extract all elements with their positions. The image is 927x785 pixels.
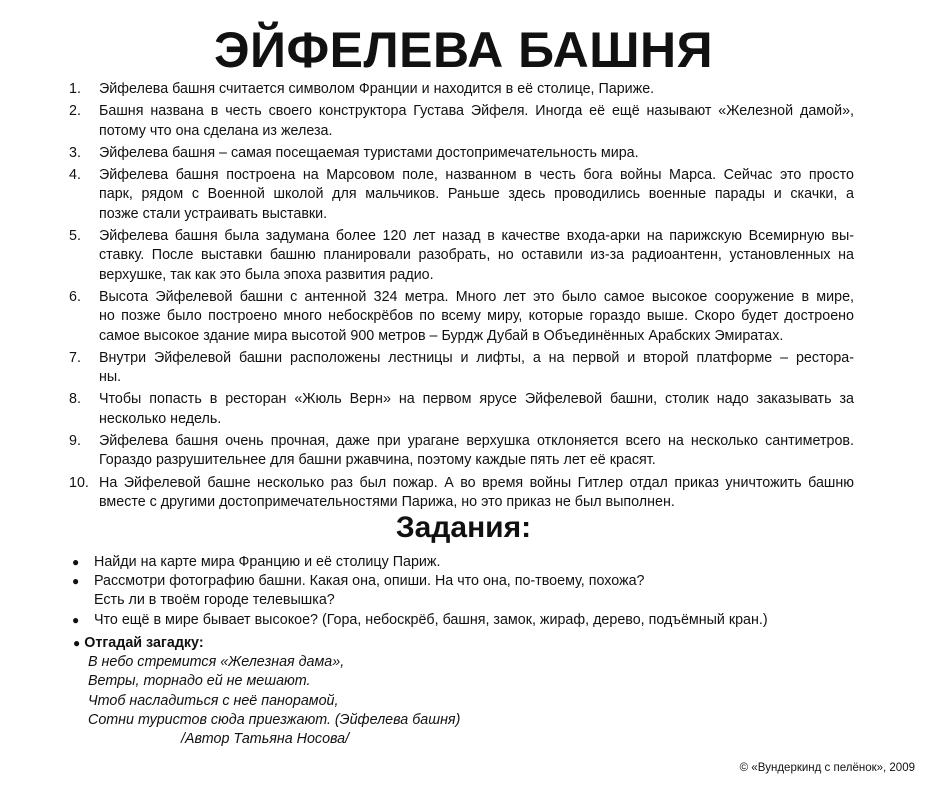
task-text-line: Рассмотри фотографию башни. Какая она, опиши. На что она, по-твоему, похожа? xyxy=(94,573,645,590)
task-text-line: Что ещё в мире бывает высокое? (Гора, небоскрёб, башня, замок, жираф, дерево, подъёмный кран.) xyxy=(94,611,768,628)
fact-text-line: Эйфелева башня считается символом Франции и находится в её столице, Париже. xyxy=(99,81,655,97)
tasks-list xyxy=(72,553,768,630)
riddle-poem xyxy=(73,653,460,730)
fact-number: 9. xyxy=(69,433,81,450)
fact-item xyxy=(69,227,854,285)
bullet-icon: ● xyxy=(73,636,81,650)
riddle-section xyxy=(73,634,460,749)
fact-text-line: потому что она сделана из железа. xyxy=(99,122,333,139)
fact-text-line: ны. xyxy=(99,369,122,386)
bullet-icon: ● xyxy=(72,612,80,627)
task-item xyxy=(72,553,768,572)
fact-number: 7. xyxy=(69,349,81,366)
fact-text-line: Башня названа в честь своего конструктора Густава Эйфеля. Иногда её ещё называют «Железной дамой», xyxy=(99,103,854,120)
fact-text-line: На Эйфелевой башне несколько раз был пожар. А во время войны Гитлер отдал приказ уничтожить башню xyxy=(99,474,854,491)
fact-text-line: Эйфелева башня очень прочная, даже при урагане верхушка отклоняется всего на несколько сантиметров. xyxy=(99,433,854,450)
fact-text-line: Высота Эйфелевой башни с антенной 324 метра. Много лет это было самое высокое сооружение в мире, xyxy=(99,288,854,305)
fact-item xyxy=(69,144,854,163)
fact-item xyxy=(69,432,854,471)
fact-text-line: Эйфелева башня была задумана более 120 лет назад в качестве входа-арки на парижскую Всемирную вы- xyxy=(99,228,854,245)
fact-number: 3. xyxy=(69,144,81,161)
fact-text-line: но позже было построено много небоскрёбов по всему миру, которые гораздо выше. Скоро будет достроено xyxy=(99,308,854,325)
bullet-icon: ● xyxy=(72,574,80,589)
fact-text-line: позже стали устраивать выставки. xyxy=(99,205,328,222)
task-item xyxy=(72,572,768,610)
fact-text-line: Гораздо разрушительнее для башни ржавчина, поэтому каждые пять лет её красят. xyxy=(99,452,656,469)
poem-line: Сотни туристов сюда приезжают. (Эйфелева башня) xyxy=(88,711,461,728)
fact-number: 5. xyxy=(69,228,81,245)
fact-number: 8. xyxy=(69,391,81,408)
fact-text-line: Эйфелева башня – самая посещаемая туристами достопримечательность мира. xyxy=(99,144,639,161)
fact-item xyxy=(69,390,854,429)
fact-item xyxy=(69,474,854,513)
fact-text-line: Внутри Эйфелевой башни расположены лестницы и лифты, а на первой и второй платформе – рестора- xyxy=(99,349,854,366)
page-title: ЭЙФЕЛЕВА БАШНЯ xyxy=(213,22,714,78)
fact-text-line: ставку. После выставки башню планировали разобрать, но оставили из-за радиоантенн, установленных на xyxy=(99,247,854,264)
riddle-title-text: Отгадай загадку: xyxy=(84,635,204,651)
task-text-line: Есть ли в твоём городе телевышка? xyxy=(94,592,335,609)
task-text-line: Найди на карте мира Францию и её столицу Париж. xyxy=(94,554,441,570)
poem-line: В небо стремится «Железная дама», xyxy=(88,654,345,671)
poem-line: Чтоб насладиться с неё панорамой, xyxy=(88,692,339,709)
fact-number: 6. xyxy=(69,288,81,305)
fact-text-line: Эйфелева башня построена на Марсовом поле, названном в честь бога войны Марса. Сейчас это просто xyxy=(99,167,854,184)
bullet-icon: ● xyxy=(72,555,80,569)
fact-text-line: Чтобы попасть в ресторан «Жюль Верн» на первом ярусе Эйфелевой башни, столик надо заказывать за xyxy=(99,391,854,408)
fact-text-line: парк, рядом с Военной школой для мальчиков. Раньше здесь проводились военные парады и скачки, а xyxy=(99,186,854,203)
fact-item xyxy=(69,80,854,99)
fact-number: 1. xyxy=(69,81,81,97)
task-item xyxy=(72,611,768,630)
poem-author: /Автор Татьяна Носова/ xyxy=(181,731,350,748)
tasks-title: Задания: xyxy=(395,511,532,544)
riddle-title xyxy=(73,634,460,653)
copyright-note: © «Вундеркинд с пелёнок», 2009 xyxy=(739,762,915,774)
fact-text-line: самое высокое здание мира высотой 900 метров – Бурдж Дубай в Объединённых Арабских Эмиратах. xyxy=(99,327,784,344)
facts-list xyxy=(69,80,854,515)
fact-text-line: вместе с другими достопримечательностями Парижа, но это приказ не был выполнен. xyxy=(99,493,675,510)
fact-number: 2. xyxy=(69,103,81,120)
fact-text-line: верхушке, так как это была эпоха развития радио. xyxy=(99,266,434,283)
fact-text-line: несколько недель. xyxy=(99,410,222,427)
fact-item xyxy=(69,166,854,224)
fact-item xyxy=(69,349,854,388)
fact-number: 4. xyxy=(69,167,81,184)
fact-item xyxy=(69,288,854,346)
fact-item xyxy=(69,102,854,141)
fact-number: 10. xyxy=(69,474,89,491)
poem-line: Ветры, торнадо ей не мешают. xyxy=(88,673,311,690)
